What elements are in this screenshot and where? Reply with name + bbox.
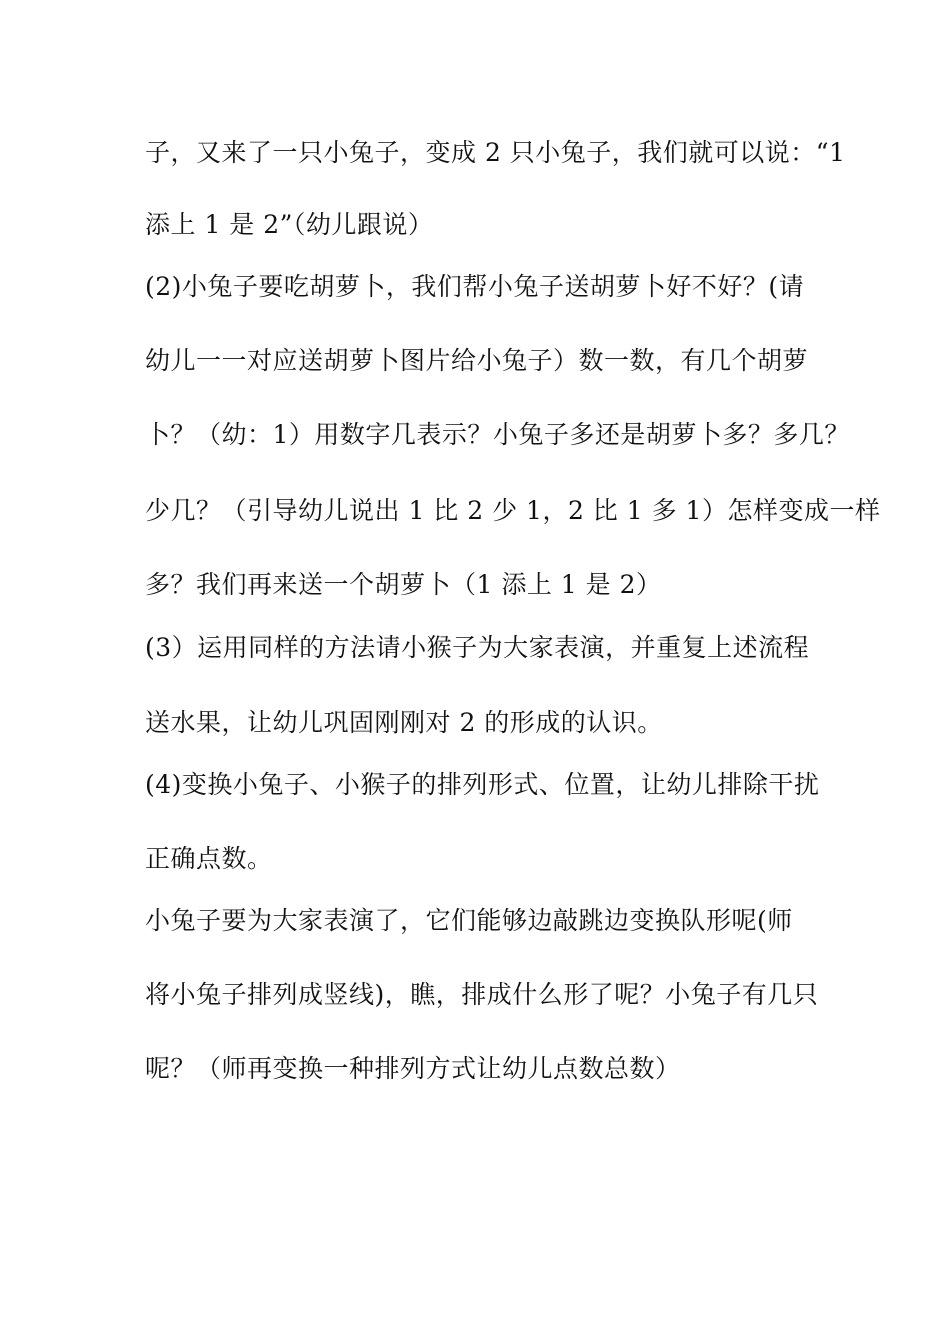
paragraph-line-9: 送水果，让幼儿巩固刚刚对 2 的形成的认识。 (145, 708, 663, 737)
paragraph-line-12: 小兔子要为大家表演了，它们能够边敲跳边变换队形呢(师 (145, 906, 793, 935)
paragraph-line-6: 少几？（引导幼儿说出 1 比 2 少 1，2 比 1 多 1）怎样变成一样 (145, 496, 881, 525)
paragraph-line-2: 添上 1 是 2”（幼儿跟说） (145, 210, 434, 239)
paragraph-line-5: 卜？（幼：1）用数字几表示？小兔子多还是胡萝卜多？多几？ (145, 420, 850, 449)
paragraph-line-8: (3）运用同样的方法请小猴子为大家表演，并重复上述流程 (145, 633, 810, 662)
paragraph-line-11: 正确点数。 (145, 844, 273, 873)
paragraph-line-1: 子，又来了一只小兔子，变成 2 只小兔子，我们就可以说：“1 (145, 138, 846, 167)
paragraph-line-3: (2)小兔子要吃胡萝卜，我们帮小兔子送胡萝卜好不好？(请 (145, 272, 805, 301)
paragraph-line-10: (4)变换小兔子、小猴子的排列形式、位置，让幼儿排除干扰 (145, 770, 820, 799)
paragraph-line-4: 幼儿一一对应送胡萝卜图片给小兔子）数一数，有几个胡萝 (145, 346, 809, 375)
paragraph-line-7: 多？我们再来送一个胡萝卜（1 添上 1 是 2） (145, 570, 662, 599)
paragraph-line-13: 将小兔子排列成竖线)，瞧，排成什么形了呢？小兔子有几只 (145, 980, 819, 1009)
paragraph-line-14: 呢？（师再变换一种排列方式让幼儿点数总数） (145, 1054, 681, 1083)
